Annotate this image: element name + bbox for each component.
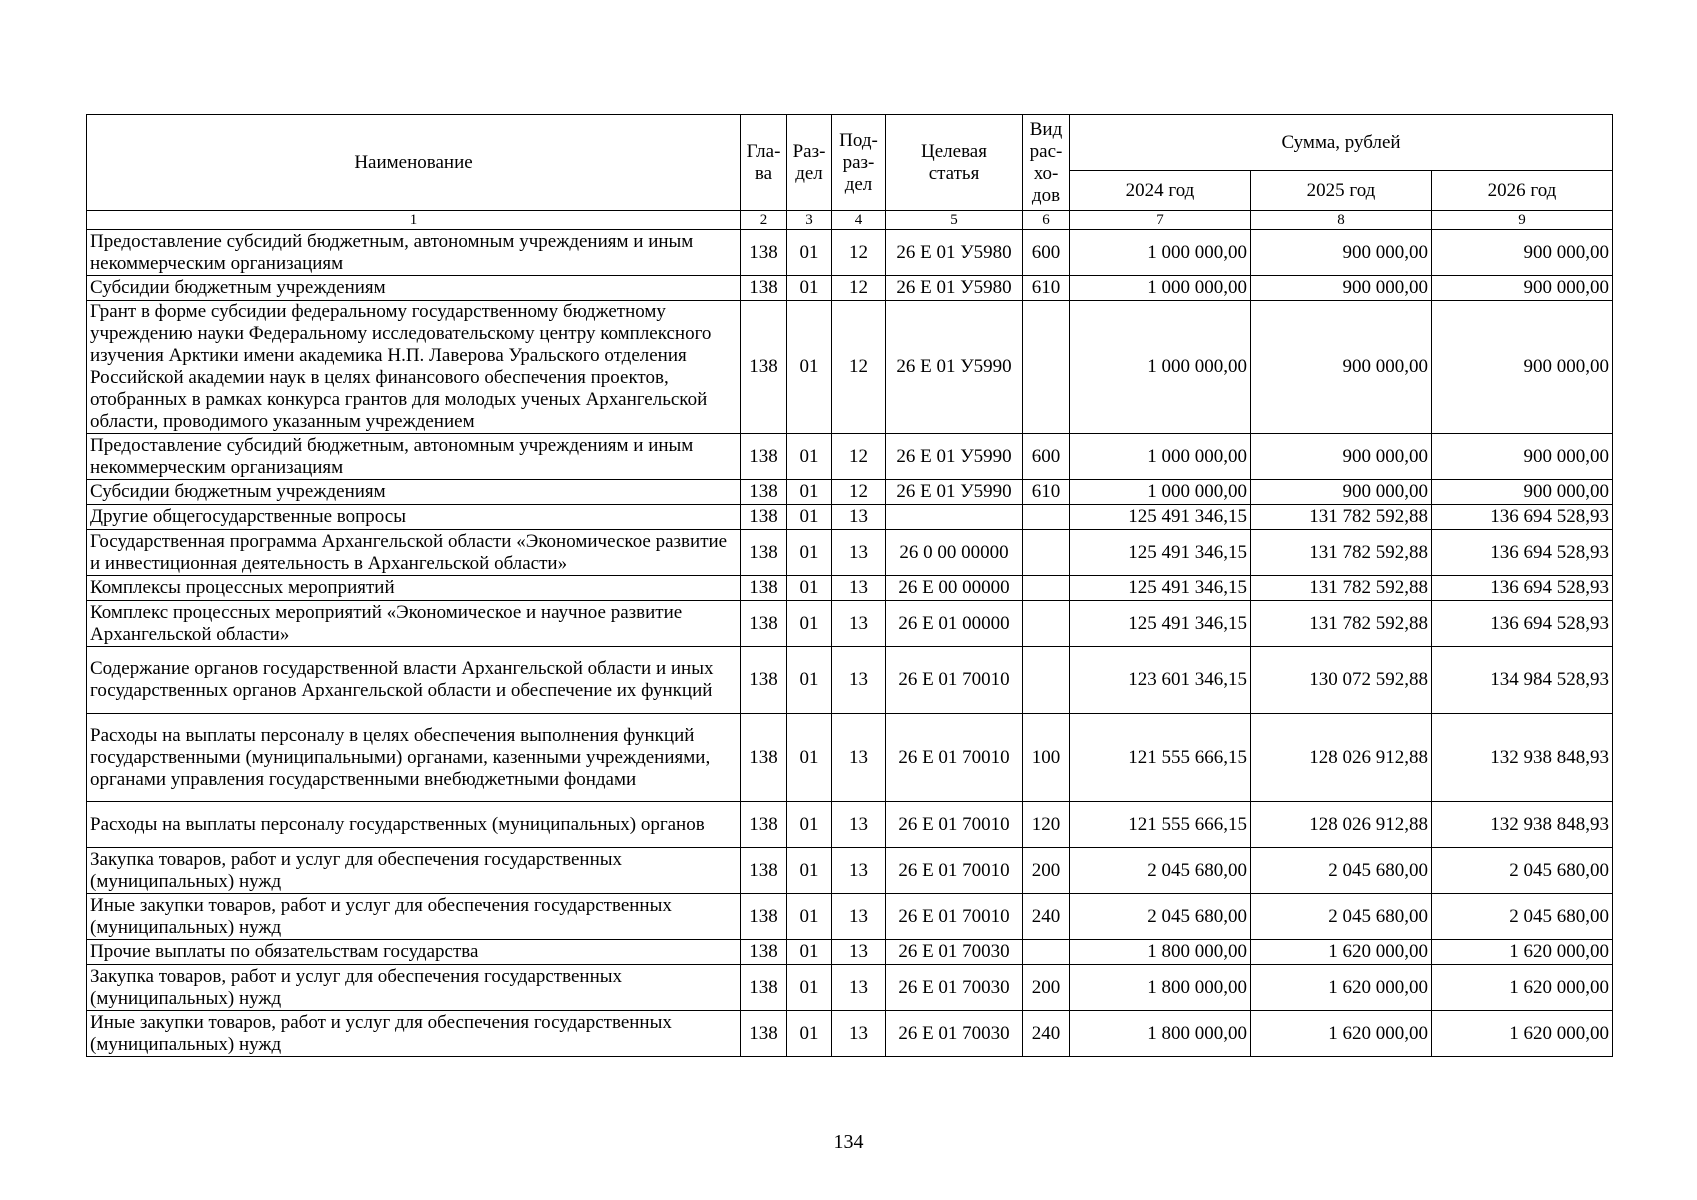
cell-name: Грант в форме субсидии федеральному государственному бюджетному учреждению науки Федеральному исследовательскому центру комплексного изучения Арктики имени академика Н.П. Лаверова Уральского отделения Российской академии наук в целях финансового обеспечения проектов, отобранных в рамках конкурса грантов для молодых ученых Архангельской области, проводимого указанным учреждением <box>87 301 741 434</box>
cell-sum-2025: 128 026 912,88 <box>1251 714 1432 802</box>
cell-name: Субсидии бюджетным учреждениям <box>87 480 741 505</box>
cell-expense-type <box>1023 647 1070 714</box>
cell-podrazdel: 12 <box>832 480 886 505</box>
cell-razdel: 01 <box>787 480 832 505</box>
cell-expense-type: 600 <box>1023 434 1070 480</box>
cell-glava: 138 <box>741 802 787 848</box>
cell-expense-type <box>1023 505 1070 530</box>
header-target-article: Целевая статья <box>886 115 1023 211</box>
cell-target-article: 26 Е 01 70010 <box>886 894 1023 940</box>
cell-sum-2025: 130 072 592,88 <box>1251 647 1432 714</box>
cell-sum-2025: 131 782 592,88 <box>1251 530 1432 576</box>
cell-target-article: 26 Е 01 У5980 <box>886 276 1023 301</box>
cell-expense-type <box>1023 530 1070 576</box>
cell-sum-2026: 900 000,00 <box>1432 301 1613 434</box>
cell-expense-type: 610 <box>1023 480 1070 505</box>
cell-target-article: 26 Е 01 70030 <box>886 965 1023 1011</box>
cell-name: Расходы на выплаты персоналу государственных (муниципальных) органов <box>87 802 741 848</box>
cell-target-article: 26 Е 01 70010 <box>886 714 1023 802</box>
cell-sum-2024: 125 491 346,15 <box>1070 601 1251 647</box>
cell-podrazdel: 12 <box>832 230 886 276</box>
cell-sum-2024: 121 555 666,15 <box>1070 714 1251 802</box>
cell-podrazdel: 13 <box>832 647 886 714</box>
cell-glava: 138 <box>741 505 787 530</box>
header-row-1 <box>87 115 1613 171</box>
table-row <box>87 965 1613 1011</box>
cell-glava: 138 <box>741 230 787 276</box>
cell-razdel: 01 <box>787 965 832 1011</box>
cell-glava: 138 <box>741 894 787 940</box>
table-row <box>87 276 1613 301</box>
cell-sum-2025: 900 000,00 <box>1251 230 1432 276</box>
cell-name: Предоставление субсидий бюджетным, автономным учреждениям и иным некоммерческим организациям <box>87 434 741 480</box>
column-number: 4 <box>832 211 886 230</box>
table-row <box>87 714 1613 802</box>
cell-podrazdel: 13 <box>832 940 886 965</box>
cell-sum-2025: 900 000,00 <box>1251 301 1432 434</box>
cell-sum-2026: 136 694 528,93 <box>1432 530 1613 576</box>
table-row <box>87 894 1613 940</box>
cell-glava: 138 <box>741 601 787 647</box>
header-expense-type: Вид рас- хо- дов <box>1023 115 1070 211</box>
cell-sum-2025: 900 000,00 <box>1251 480 1432 505</box>
cell-sum-2025: 900 000,00 <box>1251 276 1432 301</box>
cell-razdel: 01 <box>787 894 832 940</box>
cell-name: Комплекс процессных мероприятий «Экономическое и научное развитие Архангельской области» <box>87 601 741 647</box>
cell-glava: 138 <box>741 576 787 601</box>
cell-glava: 138 <box>741 647 787 714</box>
cell-podrazdel: 12 <box>832 276 886 301</box>
column-number: 8 <box>1251 211 1432 230</box>
table-row <box>87 802 1613 848</box>
cell-podrazdel: 13 <box>832 894 886 940</box>
cell-target-article: 26 Е 01 70010 <box>886 848 1023 894</box>
table-row <box>87 230 1613 276</box>
table-row <box>87 848 1613 894</box>
cell-expense-type <box>1023 301 1070 434</box>
cell-razdel: 01 <box>787 530 832 576</box>
cell-sum-2024: 1 000 000,00 <box>1070 301 1251 434</box>
cell-razdel: 01 <box>787 601 832 647</box>
cell-sum-2026: 2 045 680,00 <box>1432 894 1613 940</box>
cell-glava: 138 <box>741 965 787 1011</box>
cell-podrazdel: 13 <box>832 601 886 647</box>
cell-podrazdel: 12 <box>832 434 886 480</box>
cell-sum-2025: 1 620 000,00 <box>1251 1011 1432 1057</box>
cell-podrazdel: 13 <box>832 1011 886 1057</box>
cell-target-article: 26 Е 01 У5990 <box>886 434 1023 480</box>
cell-razdel: 01 <box>787 576 832 601</box>
budget-table <box>86 114 1613 1057</box>
cell-razdel: 01 <box>787 230 832 276</box>
cell-sum-2026: 134 984 528,93 <box>1432 647 1613 714</box>
cell-razdel: 01 <box>787 940 832 965</box>
cell-sum-2025: 2 045 680,00 <box>1251 848 1432 894</box>
cell-podrazdel: 13 <box>832 965 886 1011</box>
table-row <box>87 434 1613 480</box>
cell-name: Иные закупки товаров, работ и услуг для обеспечения государственных (муниципальных) нужд <box>87 894 741 940</box>
cell-name: Содержание органов государственной власти Архангельской области и иных государственных органов Архангельской области и обеспечение их функций <box>87 647 741 714</box>
cell-sum-2026: 900 000,00 <box>1432 480 1613 505</box>
column-number: 6 <box>1023 211 1070 230</box>
cell-sum-2024: 125 491 346,15 <box>1070 576 1251 601</box>
cell-sum-2025: 2 045 680,00 <box>1251 894 1432 940</box>
cell-expense-type <box>1023 576 1070 601</box>
column-number: 9 <box>1432 211 1613 230</box>
cell-target-article: 26 Е 01 70010 <box>886 802 1023 848</box>
cell-name: Комплексы процессных мероприятий <box>87 576 741 601</box>
column-number: 7 <box>1070 211 1251 230</box>
cell-sum-2025: 1 620 000,00 <box>1251 940 1432 965</box>
cell-expense-type: 610 <box>1023 276 1070 301</box>
table-body <box>87 230 1613 1057</box>
cell-sum-2024: 125 491 346,15 <box>1070 505 1251 530</box>
cell-sum-2024: 2 045 680,00 <box>1070 848 1251 894</box>
cell-podrazdel: 13 <box>832 848 886 894</box>
cell-sum-2024: 2 045 680,00 <box>1070 894 1251 940</box>
cell-sum-2024: 1 800 000,00 <box>1070 965 1251 1011</box>
cell-target-article: 26 Е 01 70030 <box>886 1011 1023 1057</box>
cell-sum-2025: 900 000,00 <box>1251 434 1432 480</box>
cell-target-article: 26 Е 01 У5980 <box>886 230 1023 276</box>
cell-expense-type: 120 <box>1023 802 1070 848</box>
table-row <box>87 601 1613 647</box>
cell-podrazdel: 12 <box>832 301 886 434</box>
cell-sum-2025: 131 782 592,88 <box>1251 576 1432 601</box>
table-row <box>87 530 1613 576</box>
cell-target-article <box>886 505 1023 530</box>
cell-target-article: 26 Е 00 00000 <box>886 576 1023 601</box>
table-row <box>87 576 1613 601</box>
cell-podrazdel: 13 <box>832 802 886 848</box>
cell-name: Другие общегосударственные вопросы <box>87 505 741 530</box>
column-number-row <box>87 211 1613 230</box>
cell-expense-type: 600 <box>1023 230 1070 276</box>
cell-sum-2026: 900 000,00 <box>1432 276 1613 301</box>
cell-razdel: 01 <box>787 1011 832 1057</box>
cell-razdel: 01 <box>787 434 832 480</box>
cell-razdel: 01 <box>787 647 832 714</box>
column-number: 3 <box>787 211 832 230</box>
cell-target-article: 26 Е 01 У5990 <box>886 301 1023 434</box>
cell-glava: 138 <box>741 434 787 480</box>
cell-expense-type <box>1023 601 1070 647</box>
table-header <box>87 115 1613 230</box>
cell-sum-2025: 1 620 000,00 <box>1251 965 1432 1011</box>
cell-name: Субсидии бюджетным учреждениям <box>87 276 741 301</box>
table-row <box>87 301 1613 434</box>
cell-sum-2024: 123 601 346,15 <box>1070 647 1251 714</box>
cell-razdel: 01 <box>787 301 832 434</box>
cell-name: Иные закупки товаров, работ и услуг для обеспечения государственных (муниципальных) нужд <box>87 1011 741 1057</box>
cell-expense-type: 100 <box>1023 714 1070 802</box>
header-podrazdel: Под- раз- дел <box>832 115 886 211</box>
cell-expense-type <box>1023 940 1070 965</box>
cell-razdel: 01 <box>787 714 832 802</box>
cell-expense-type: 240 <box>1023 1011 1070 1057</box>
cell-glava: 138 <box>741 480 787 505</box>
cell-podrazdel: 13 <box>832 576 886 601</box>
cell-sum-2024: 1 800 000,00 <box>1070 940 1251 965</box>
table-row <box>87 940 1613 965</box>
cell-glava: 138 <box>741 276 787 301</box>
cell-name: Расходы на выплаты персоналу в целях обеспечения выполнения функций государственными (муниципальными) органами, казенными учреждениями, органами управления государственными внебюджетными фондами <box>87 714 741 802</box>
cell-razdel: 01 <box>787 505 832 530</box>
header-name: Наименование <box>87 115 741 211</box>
cell-glava: 138 <box>741 301 787 434</box>
cell-sum-2026: 1 620 000,00 <box>1432 965 1613 1011</box>
cell-expense-type: 200 <box>1023 965 1070 1011</box>
cell-sum-2026: 900 000,00 <box>1432 434 1613 480</box>
column-number: 2 <box>741 211 787 230</box>
cell-glava: 138 <box>741 530 787 576</box>
cell-podrazdel: 13 <box>832 530 886 576</box>
cell-name: Прочие выплаты по обязательствам государства <box>87 940 741 965</box>
cell-sum-2026: 1 620 000,00 <box>1432 1011 1613 1057</box>
cell-podrazdel: 13 <box>832 714 886 802</box>
table-row <box>87 647 1613 714</box>
column-number: 5 <box>886 211 1023 230</box>
page-number: 134 <box>833 1131 864 1153</box>
header-glava: Гла- ва <box>741 115 787 211</box>
table-row <box>87 480 1613 505</box>
cell-sum-2026: 136 694 528,93 <box>1432 576 1613 601</box>
cell-razdel: 01 <box>787 848 832 894</box>
cell-sum-2024: 125 491 346,15 <box>1070 530 1251 576</box>
header-year-2025: 2025 год <box>1251 171 1432 211</box>
cell-expense-type: 200 <box>1023 848 1070 894</box>
cell-name: Закупка товаров, работ и услуг для обеспечения государственных (муниципальных) нужд <box>87 965 741 1011</box>
header-razdel: Раз- дел <box>787 115 832 211</box>
cell-sum-2024: 121 555 666,15 <box>1070 802 1251 848</box>
cell-sum-2026: 2 045 680,00 <box>1432 848 1613 894</box>
cell-target-article: 26 Е 01 70010 <box>886 647 1023 714</box>
cell-razdel: 01 <box>787 276 832 301</box>
table-row <box>87 1011 1613 1057</box>
header-year-2026: 2026 год <box>1432 171 1613 211</box>
cell-target-article: 26 Е 01 У5990 <box>886 480 1023 505</box>
cell-sum-2025: 128 026 912,88 <box>1251 802 1432 848</box>
cell-name: Предоставление субсидий бюджетным, автономным учреждениям и иным некоммерческим организациям <box>87 230 741 276</box>
cell-sum-2024: 1 000 000,00 <box>1070 230 1251 276</box>
cell-target-article: 26 0 00 00000 <box>886 530 1023 576</box>
cell-glava: 138 <box>741 714 787 802</box>
cell-sum-2024: 1 000 000,00 <box>1070 480 1251 505</box>
column-number: 1 <box>87 211 741 230</box>
cell-name: Закупка товаров, работ и услуг для обеспечения государственных (муниципальных) нужд <box>87 848 741 894</box>
cell-sum-2026: 900 000,00 <box>1432 230 1613 276</box>
cell-sum-2025: 131 782 592,88 <box>1251 601 1432 647</box>
cell-sum-2026: 1 620 000,00 <box>1432 940 1613 965</box>
cell-sum-2026: 136 694 528,93 <box>1432 505 1613 530</box>
cell-sum-2024: 1 000 000,00 <box>1070 434 1251 480</box>
cell-expense-type: 240 <box>1023 894 1070 940</box>
cell-target-article: 26 Е 01 00000 <box>886 601 1023 647</box>
cell-name: Государственная программа Архангельской области «Экономическое развитие и инвестиционная деятельность в Архангельской области» <box>87 530 741 576</box>
table-row <box>87 505 1613 530</box>
cell-razdel: 01 <box>787 802 832 848</box>
cell-sum-2024: 1 800 000,00 <box>1070 1011 1251 1057</box>
cell-sum-2025: 131 782 592,88 <box>1251 505 1432 530</box>
cell-sum-2026: 132 938 848,93 <box>1432 802 1613 848</box>
header-year-2024: 2024 год <box>1070 171 1251 211</box>
cell-sum-2024: 1 000 000,00 <box>1070 276 1251 301</box>
cell-glava: 138 <box>741 940 787 965</box>
cell-sum-2026: 132 938 848,93 <box>1432 714 1613 802</box>
cell-target-article: 26 Е 01 70030 <box>886 940 1023 965</box>
cell-sum-2026: 136 694 528,93 <box>1432 601 1613 647</box>
cell-podrazdel: 13 <box>832 505 886 530</box>
cell-glava: 138 <box>741 848 787 894</box>
cell-glava: 138 <box>741 1011 787 1057</box>
header-sum: Сумма, рублей <box>1070 115 1613 171</box>
